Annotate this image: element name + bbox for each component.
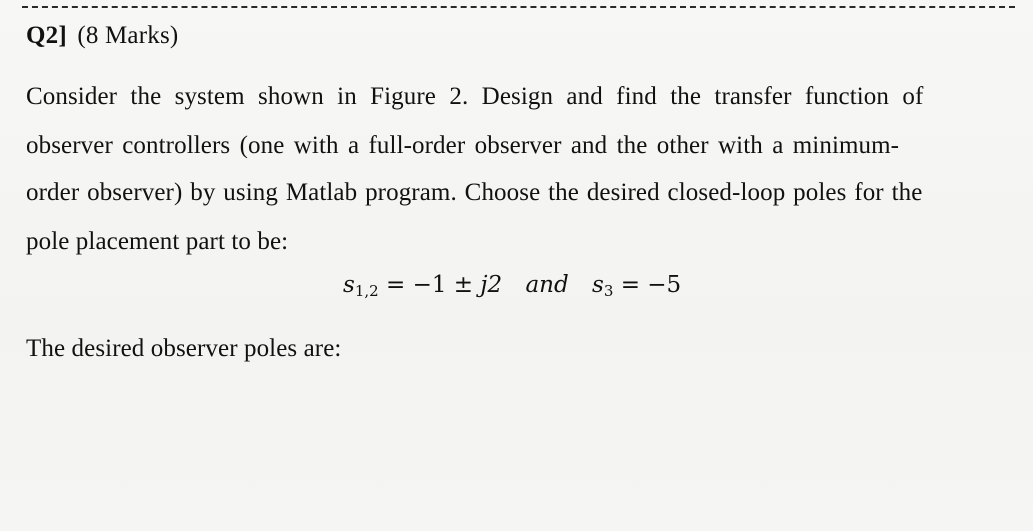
observer-poles-line: The desired observer poles are: <box>26 335 342 362</box>
question-marks: (8 Marks) <box>77 22 179 49</box>
eq-s12-variable: s <box>343 272 355 298</box>
eq-s12-rhs: = −1 ± <box>385 272 481 298</box>
eq-s3-rhs: = −5 <box>620 272 682 298</box>
question-number: Q2] <box>26 22 67 49</box>
paragraph-line-3: order observer) by using Matlab program. Choose the desired closed-loop poles for the <box>26 179 923 206</box>
eq-s3-subscript: 3 <box>603 282 614 300</box>
eq-s12-imag: j2 <box>480 272 503 298</box>
eq-conjunction: and <box>525 272 569 298</box>
pole-equation <box>343 272 681 300</box>
question-heading <box>26 22 178 50</box>
paragraph-line-2: observer controllers (one with a full-order observer and the other with a minimum- <box>26 132 900 159</box>
paragraph-line-4: pole placement part to be: <box>26 228 289 255</box>
paragraph-line-1: Consider the system shown in Figure 2. Design and find the transfer function of <box>26 83 924 110</box>
eq-s3-variable: s <box>592 272 604 298</box>
eq-s12-subscript: 1,2 <box>354 282 379 300</box>
dashed-divider <box>22 6 1015 8</box>
